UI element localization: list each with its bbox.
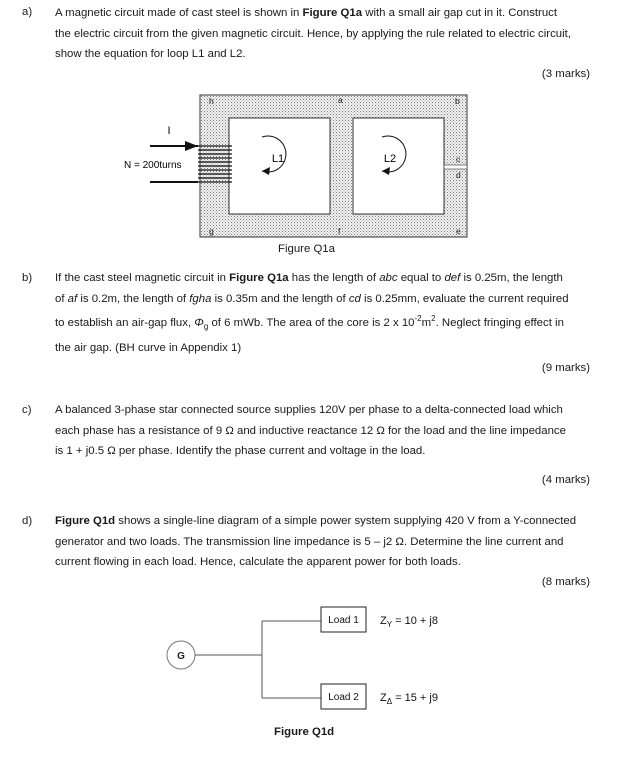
question-a-label: a) — [22, 6, 33, 18]
point-f-label: f — [338, 226, 341, 236]
zy-impedance: $Z_Y = 10 + j8$ — [380, 615, 438, 629]
loop-l1-label: L1 — [271, 153, 285, 165]
point-h-label: h — [209, 96, 214, 106]
loop-l2-label: L2 — [383, 153, 397, 165]
question-d-text: Figure Q1d shows a single-line diagram of a simple power system supplying 420 V from a Y-connected generator and two loads. The transmission line impedance is 5 – j2 Ω. Determine the line current and current flowing in each load. Hence, calculate the apparent power for both loads. — [55, 515, 577, 568]
load2-label: Load 2 — [328, 692, 359, 703]
question-c-label: c) — [22, 404, 32, 416]
question-b-label: b) — [22, 272, 33, 284]
current-label: I — [167, 125, 171, 137]
generator-label: G — [177, 651, 185, 662]
turns-label: N = 200turns — [124, 160, 182, 171]
point-g-label: g — [209, 226, 214, 236]
current-arrow — [185, 141, 198, 151]
figure-q1a-magnetic-circuit — [0, 85, 620, 260]
question-a-marks: (3 marks) — [541, 68, 590, 80]
figure-q1d-single-line-diagram — [0, 600, 620, 725]
air-gap — [444, 165, 467, 169]
figure-q1a-caption: Figure Q1a — [278, 243, 335, 255]
figure-q1a-ref: Figure Q1a — [302, 7, 363, 19]
figure-q1d-ref: Figure Q1d — [55, 515, 116, 527]
cast-steel-core — [200, 95, 467, 237]
question-d-marks: (8 marks) — [541, 576, 590, 588]
question-c-text: A balanced 3-phase star connected source supplies 120V per phase to a delta-connected load which each phase has a resistance of 9 Ω and inductive reactance 12 Ω for the load and the line impedance is 1 + j0.5 Ω per phase. Identify the phase current and voltage in the load. — [55, 404, 566, 457]
question-c-marks: (4 marks) — [541, 474, 590, 486]
question-b-text: If the cast steel magnetic circuit in Figure Q1a has the length of abc equal to def is 0.25m, the length of af is 0.2m, the length of fgha is 0.35m and the length of cd is 0.25mm, evaluate the current required to establish an air-gap flux, $\Phi_g$ of 6 mWb. The area of the core is 2 x $10^{-2}m^2$. Neglect fringing effect in the air gap. (BH curve in Appendix 1) — [55, 272, 569, 354]
point-e-label: e — [456, 226, 461, 236]
point-c-label: c — [456, 154, 461, 164]
question-d-label: d) — [22, 515, 33, 527]
zd-impedance: $Z_\Delta = 15 + j9$ — [380, 692, 438, 706]
figure-q1d-caption: Figure Q1d — [274, 726, 335, 738]
question-b-marks: (9 marks) — [541, 362, 590, 374]
point-a-label: a — [338, 95, 343, 105]
point-b-label: b — [455, 96, 460, 106]
point-d-label: d — [456, 170, 461, 180]
load1-label: Load 1 — [328, 615, 359, 626]
question-a-text: A magnetic circuit made of cast steel is shown in Figure Q1a with a small air gap cut in it. Construct the electric circuit from the given magnetic circuit. Hence, by applying the rule related to electric circuit, show the equation for loop L1 and L2. — [55, 7, 571, 60]
